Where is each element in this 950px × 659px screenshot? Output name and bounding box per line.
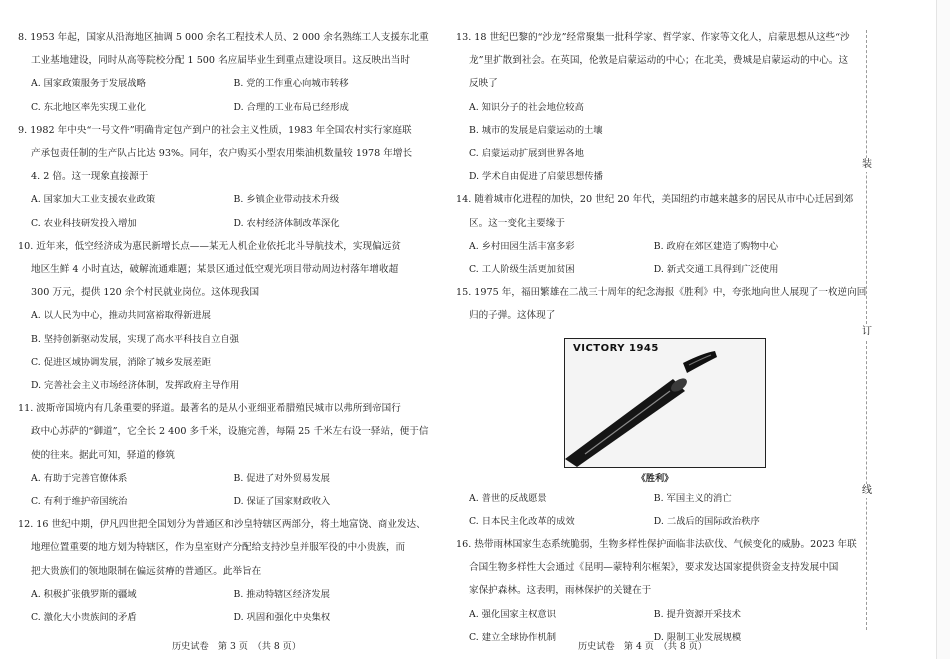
option-d[interactable]: D. 学术自由促进了启蒙思想传播 — [469, 171, 603, 183]
option-c[interactable]: C. 有利于维护帝国统治 — [31, 496, 128, 508]
question-stem-line: 11. 波斯帝国境内有几条重要的驿道。最著名的是从小亚细亚希腊殖民城市以弗所到帝国行 — [18, 403, 401, 415]
question-stem-line: 16. 热带雨林国家生态系统脆弱，生物多样性保护面临非法砍伐、气候变化的威胁。2023 年联 — [456, 539, 857, 551]
option-c[interactable]: C. 工人阶级生活更加贫困 — [469, 264, 575, 276]
question-10 — [18, 235, 436, 305]
question-stem-line: 把大贵族们的领地限制在偏远贫瘠的普通区。此举旨在 — [31, 565, 262, 577]
question-stem-line: 产承包责任制的生产队占比达 93%。同年，农户购买小型农用柴油机数量较 1978 年增长 — [31, 148, 413, 160]
option-b[interactable]: B. 促进了对外贸易发展 — [233, 472, 330, 484]
question-stem-line: 反映了 — [469, 78, 498, 90]
question-stem-line: 家保护森林。这表明，雨林保护的关键在于 — [469, 585, 652, 597]
option-a[interactable]: A. 积极扩张俄罗斯的疆域 — [31, 588, 137, 600]
option-d[interactable]: D. 完善社会主义市场经济体制，发挥政府主导作用 — [31, 380, 240, 392]
question-stem-line: 13. 18 世纪巴黎的“沙龙”经常聚集一批科学家、哲学家、作家等文化人，启蒙思想从这些“沙 — [456, 32, 850, 43]
options-12 — [18, 583, 436, 629]
options-9 — [18, 188, 436, 234]
question-8 — [18, 26, 436, 72]
poster-title-text: VICTORY 1945 — [573, 342, 659, 354]
page-footer-right: 历史试卷 第 4 页 （共 8 页） — [578, 641, 708, 652]
option-d[interactable]: D. 保证了国家财政收入 — [233, 496, 331, 508]
option-c[interactable]: C. 农业科技研发投入增加 — [31, 217, 137, 229]
option-d[interactable]: D. 二战后的国际政治秩序 — [653, 515, 760, 527]
option-b[interactable]: B. 党的工作重心向城市转移 — [233, 78, 349, 90]
option-d[interactable]: D. 巩固和强化中央集权 — [233, 612, 331, 624]
question-stem-line: 合国生物多样性大会通过《昆明—蒙特利尔框架》，要求发达国家提供资金支持发展中国 — [469, 562, 839, 574]
option-c[interactable]: C. 东北地区率先实现工业化 — [31, 101, 146, 113]
question-stem-line: 300 万元，提供 120 余个村民就业岗位。这体现我国 — [31, 287, 260, 299]
option-a[interactable]: A. 国家政策服务于发展战略 — [31, 78, 146, 90]
question-14 — [456, 188, 854, 234]
option-a[interactable]: A. 有助于完善官僚体系 — [31, 472, 128, 484]
option-c[interactable]: C. 促进区域协调发展，消除了城乡发展差距 — [31, 356, 212, 368]
question-stem-line: 龙”里扩散到社会。在英国，伦敦是启蒙运动的中心；在北美，费城是启蒙运动的中心。这 — [469, 55, 849, 67]
option-b[interactable]: B. 提升资源开采技术 — [653, 608, 741, 620]
question-stem-line: 区。这一变化主要缘于 — [469, 217, 565, 229]
option-b[interactable]: B. 乡镇企业带动技术升级 — [233, 194, 340, 206]
options-14 — [456, 235, 854, 281]
options-8 — [18, 72, 436, 118]
options-13 — [456, 96, 854, 189]
question-stem-line: 15. 1975 年，福田繁雄在二战三十周年的纪念海报《胜利》中，夸张地向世人展现了一枚逆向回 — [456, 287, 867, 299]
page-footer-left: 历史试卷 第 3 页 （共 8 页） — [172, 641, 302, 652]
option-a[interactable]: A. 知识分子的社会地位较高 — [469, 101, 584, 113]
option-c[interactable]: C. 日本民主化改革的成效 — [469, 515, 575, 527]
question-stem-line: 地理位置重要的地方划为特辖区，作为皇室财产分配给支持沙皇并服军役的中小贵族，而 — [31, 542, 406, 554]
option-b[interactable]: B. 政府在郊区建造了购物中心 — [653, 240, 779, 252]
figure-caption: 《胜利》 — [636, 472, 674, 484]
option-a[interactable]: A. 强化国家主权意识 — [469, 608, 556, 620]
page-edge — [936, 0, 950, 659]
question-13 — [456, 26, 854, 96]
option-a[interactable]: A. 以人民为中心，推动共同富裕取得新进展 — [31, 310, 211, 322]
binding-mark-xian: 线 — [862, 485, 872, 496]
question-stem-line: 4. 2 倍。这一现象直接源于 — [31, 171, 149, 183]
option-d[interactable]: D. 农村经济体制改革深化 — [233, 217, 340, 229]
binding-mark-zhuang: 装 — [862, 159, 872, 170]
question-stem-line: 12. 16 世纪中期，伊凡四世把全国划分为普通区和沙皇特辖区两部分，将土地富饶、商业发达、 — [18, 519, 426, 531]
option-a[interactable]: A. 乡村田园生活丰富多彩 — [469, 240, 575, 252]
question-stem-line: 地区生鲜 4 小时直达，破解流通难题；某景区通过低空观光项目带动周边村落年增收超 — [31, 264, 399, 276]
option-c[interactable]: C. 启蒙运动扩展到世界各地 — [469, 148, 584, 160]
reversed-bullet-illustration — [565, 339, 765, 467]
option-d[interactable]: D. 新式交通工具得到广泛使用 — [653, 264, 779, 276]
question-stem-line: 工业基地建设，同时从高等院校分配 1 500 名应届毕业生到重点建设项目。这反映出当时 — [31, 55, 410, 67]
question-12 — [18, 513, 436, 583]
left-column — [18, 26, 436, 629]
question-9 — [18, 119, 436, 189]
question-stem-line: 8. 1953 年起，国家从沿海地区抽调 5 000 余名工程技术人员、2 000 余名熟练工人支援东北重 — [18, 32, 429, 43]
options-10 — [18, 304, 436, 397]
victory-poster-image — [564, 338, 766, 468]
question-15 — [456, 281, 867, 327]
question-stem-line: 政中心苏萨的“御道”，它全长 2 400 多千米，设施完善，每隔 25 千米左右设一驿站，便于信 — [31, 426, 429, 438]
option-b[interactable]: B. 城市的发展是启蒙运动的土壤 — [469, 124, 603, 136]
question-stem-line: 9. 1982 年中央“一号文件”明确肯定包产到户的社会主义性质，1983 年全国农村实行家庭联 — [18, 124, 412, 136]
option-c[interactable]: C. 激化大小贵族间的矛盾 — [31, 612, 137, 624]
binding-mark-ding: 订 — [862, 326, 872, 337]
question-stem-line: 14. 随着城市化进程的加快，20 世纪 20 年代，美国纽约市越来越多的居民从市中心迁居到郊 — [456, 194, 854, 206]
question-stem-line: 归的子弹。这体现了 — [469, 310, 556, 322]
option-d[interactable]: D. 限制工业发展规模 — [653, 631, 742, 643]
right-column — [456, 26, 867, 649]
option-b[interactable]: B. 军国主义的消亡 — [653, 492, 732, 504]
question-stem-line: 使的往来。据此可知，驿道的修筑 — [31, 449, 175, 461]
option-c[interactable]: C. 建立全球协作机制 — [469, 631, 557, 643]
options-11 — [18, 467, 436, 513]
option-b[interactable]: B. 推动特辖区经济发展 — [233, 588, 330, 600]
question-stem-line: 10. 近年来，低空经济成为惠民新增长点——某无人机企业依托北斗导航技术，实现偏远贫 — [18, 240, 401, 252]
option-b[interactable]: B. 坚持创新驱动发展，实现了高水平科技自立自强 — [31, 333, 239, 345]
option-a[interactable]: A. 普世的反战愿景 — [469, 492, 547, 504]
option-a[interactable]: A. 国家加大工业支援农业政策 — [31, 194, 156, 206]
question-16 — [456, 533, 857, 603]
options-15 — [456, 487, 854, 533]
question-11 — [18, 397, 436, 467]
option-d[interactable]: D. 合理的工业布局已经形成 — [233, 101, 349, 113]
